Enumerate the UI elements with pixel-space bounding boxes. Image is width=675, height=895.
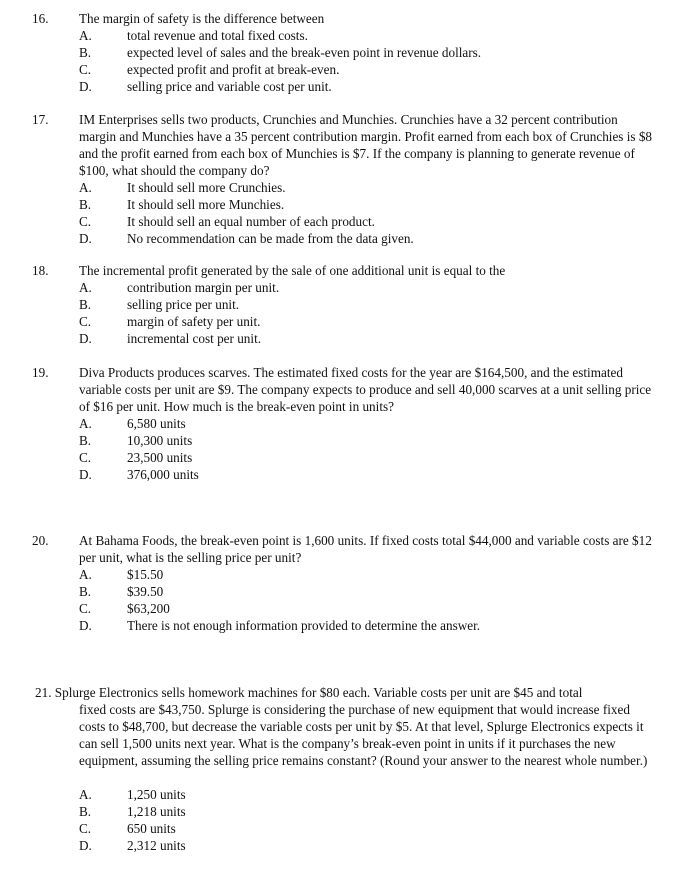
option-letter: B. bbox=[79, 297, 92, 312]
option-b bbox=[79, 432, 655, 449]
option-a bbox=[79, 179, 655, 196]
question-number: 16. bbox=[32, 11, 49, 26]
option-text: 376,000 units bbox=[127, 467, 199, 482]
option-letter: B. bbox=[79, 197, 92, 212]
option-text: It should sell an equal number of each product. bbox=[127, 214, 375, 229]
option-text: $15.50 bbox=[127, 567, 164, 582]
option-letter: A. bbox=[79, 416, 92, 431]
option-letter: C. bbox=[79, 450, 92, 465]
question-number: 18. bbox=[32, 263, 49, 278]
question-stem-first-line: Splurge Electronics sells homework machines for $80 each. Variable costs per unit are $45 and total bbox=[54, 685, 583, 700]
option-d bbox=[79, 330, 655, 347]
option-text: 1,250 units bbox=[127, 787, 186, 802]
option-a bbox=[79, 415, 655, 432]
question-stem: Diva Products produces scarves. The estimated fixed costs for the year are $164,500, and the estimated variable costs per unit are $9. The company expects to produce and sell 40,000 scarves at a unit selling price of $16 per unit. How much is the break-even point in units? bbox=[79, 365, 652, 414]
option-b bbox=[79, 296, 655, 313]
option-text: There is not enough information provided to determine the answer. bbox=[127, 618, 481, 633]
question-number: 19. bbox=[32, 365, 49, 380]
question-number: 20. bbox=[32, 533, 49, 548]
option-d bbox=[79, 78, 655, 95]
option-text: It should sell more Crunchies. bbox=[127, 180, 286, 195]
option-c bbox=[79, 213, 655, 230]
option-text: contribution margin per unit. bbox=[127, 280, 280, 295]
option-text: expected level of sales and the break-even point in revenue dollars. bbox=[127, 45, 482, 60]
option-text: 6,580 units bbox=[127, 416, 186, 431]
option-text: 23,500 units bbox=[127, 450, 193, 465]
option-letter: B. bbox=[79, 584, 92, 599]
option-text: $63,200 bbox=[127, 601, 170, 616]
option-b bbox=[79, 803, 655, 820]
options-list bbox=[79, 566, 655, 634]
question-stem: The incremental profit generated by the sale of one additional unit is equal to the bbox=[79, 263, 506, 278]
question-21-first-line bbox=[35, 684, 582, 701]
option-text: total revenue and total fixed costs. bbox=[127, 28, 308, 43]
option-text: margin of safety per unit. bbox=[127, 314, 261, 329]
option-text: 650 units bbox=[127, 821, 176, 836]
option-text: expected profit and profit at break-even. bbox=[127, 62, 340, 77]
option-letter: A. bbox=[79, 787, 92, 802]
question-number: 17. bbox=[32, 112, 49, 127]
option-a bbox=[79, 786, 655, 803]
option-text: 2,312 units bbox=[127, 838, 186, 853]
option-letter: D. bbox=[79, 331, 92, 346]
option-letter: C. bbox=[79, 314, 92, 329]
question-stem: fixed costs are $43,750. Splurge is considering the purchase of new equipment that would increase fixed costs to $48,700, but decrease the variable costs per unit by $5. At that level, Splurge Electronics expects it can sell 1,500 units next year. What is the company’s break-even point in units if it purchases the new equipment, assuming the selling price remains constant? (Round your answer to the nearest whole number.) bbox=[79, 702, 648, 768]
option-letter: B. bbox=[79, 804, 92, 819]
option-letter: B. bbox=[79, 433, 92, 448]
options-list bbox=[79, 27, 655, 95]
option-text: 10,300 units bbox=[127, 433, 193, 448]
options-list bbox=[79, 279, 655, 347]
option-letter: D. bbox=[79, 231, 92, 246]
question-number: 21. bbox=[35, 685, 52, 700]
option-b bbox=[79, 196, 655, 213]
option-text: selling price per unit. bbox=[127, 297, 240, 312]
option-letter: A. bbox=[79, 28, 92, 43]
option-letter: D. bbox=[79, 618, 92, 633]
question-stem: IM Enterprises sells two products, Crunchies and Munchies. Crunchies have a 32 percent contribution margin and Munchies have a 35 percent contribution margin. Profit earned from each box of Crunchies is $8 and the profit earned from each box of Munchies is $7. If the company is planning to generate revenue of $100, what should the company do? bbox=[79, 112, 653, 178]
option-d bbox=[79, 617, 655, 634]
option-letter: D. bbox=[79, 467, 92, 482]
option-b bbox=[79, 583, 655, 600]
option-text: selling price and variable cost per unit. bbox=[127, 79, 332, 94]
option-letter: B. bbox=[79, 45, 92, 60]
option-text: 1,218 units bbox=[127, 804, 186, 819]
option-letter: C. bbox=[79, 62, 92, 77]
question-stem: The margin of safety is the difference between bbox=[79, 11, 325, 26]
option-d bbox=[79, 837, 655, 854]
option-b bbox=[79, 44, 655, 61]
option-d bbox=[79, 230, 655, 247]
options-list bbox=[79, 179, 655, 247]
option-text: incremental cost per unit. bbox=[127, 331, 262, 346]
option-letter: A. bbox=[79, 567, 92, 582]
option-c bbox=[79, 600, 655, 617]
option-text: No recommendation can be made from the data given. bbox=[127, 231, 414, 246]
option-letter: C. bbox=[79, 214, 92, 229]
option-letter: D. bbox=[79, 79, 92, 94]
question-stem: At Bahama Foods, the break-even point is 1,600 units. If fixed costs total $44,000 and variable costs are $12 per unit, what is the selling price per unit? bbox=[79, 533, 652, 565]
option-a bbox=[79, 27, 655, 44]
option-c bbox=[79, 61, 655, 78]
option-letter: D. bbox=[79, 838, 92, 853]
option-c bbox=[79, 820, 655, 837]
option-letter: A. bbox=[79, 180, 92, 195]
option-d bbox=[79, 466, 655, 483]
option-c bbox=[79, 449, 655, 466]
option-c bbox=[79, 313, 655, 330]
options-list bbox=[79, 786, 655, 854]
option-letter: C. bbox=[79, 821, 92, 836]
option-text: $39.50 bbox=[127, 584, 164, 599]
option-a bbox=[79, 566, 655, 583]
options-list bbox=[79, 415, 655, 483]
option-letter: A. bbox=[79, 280, 92, 295]
option-a bbox=[79, 279, 655, 296]
option-letter: C. bbox=[79, 601, 92, 616]
option-text: It should sell more Munchies. bbox=[127, 197, 285, 212]
